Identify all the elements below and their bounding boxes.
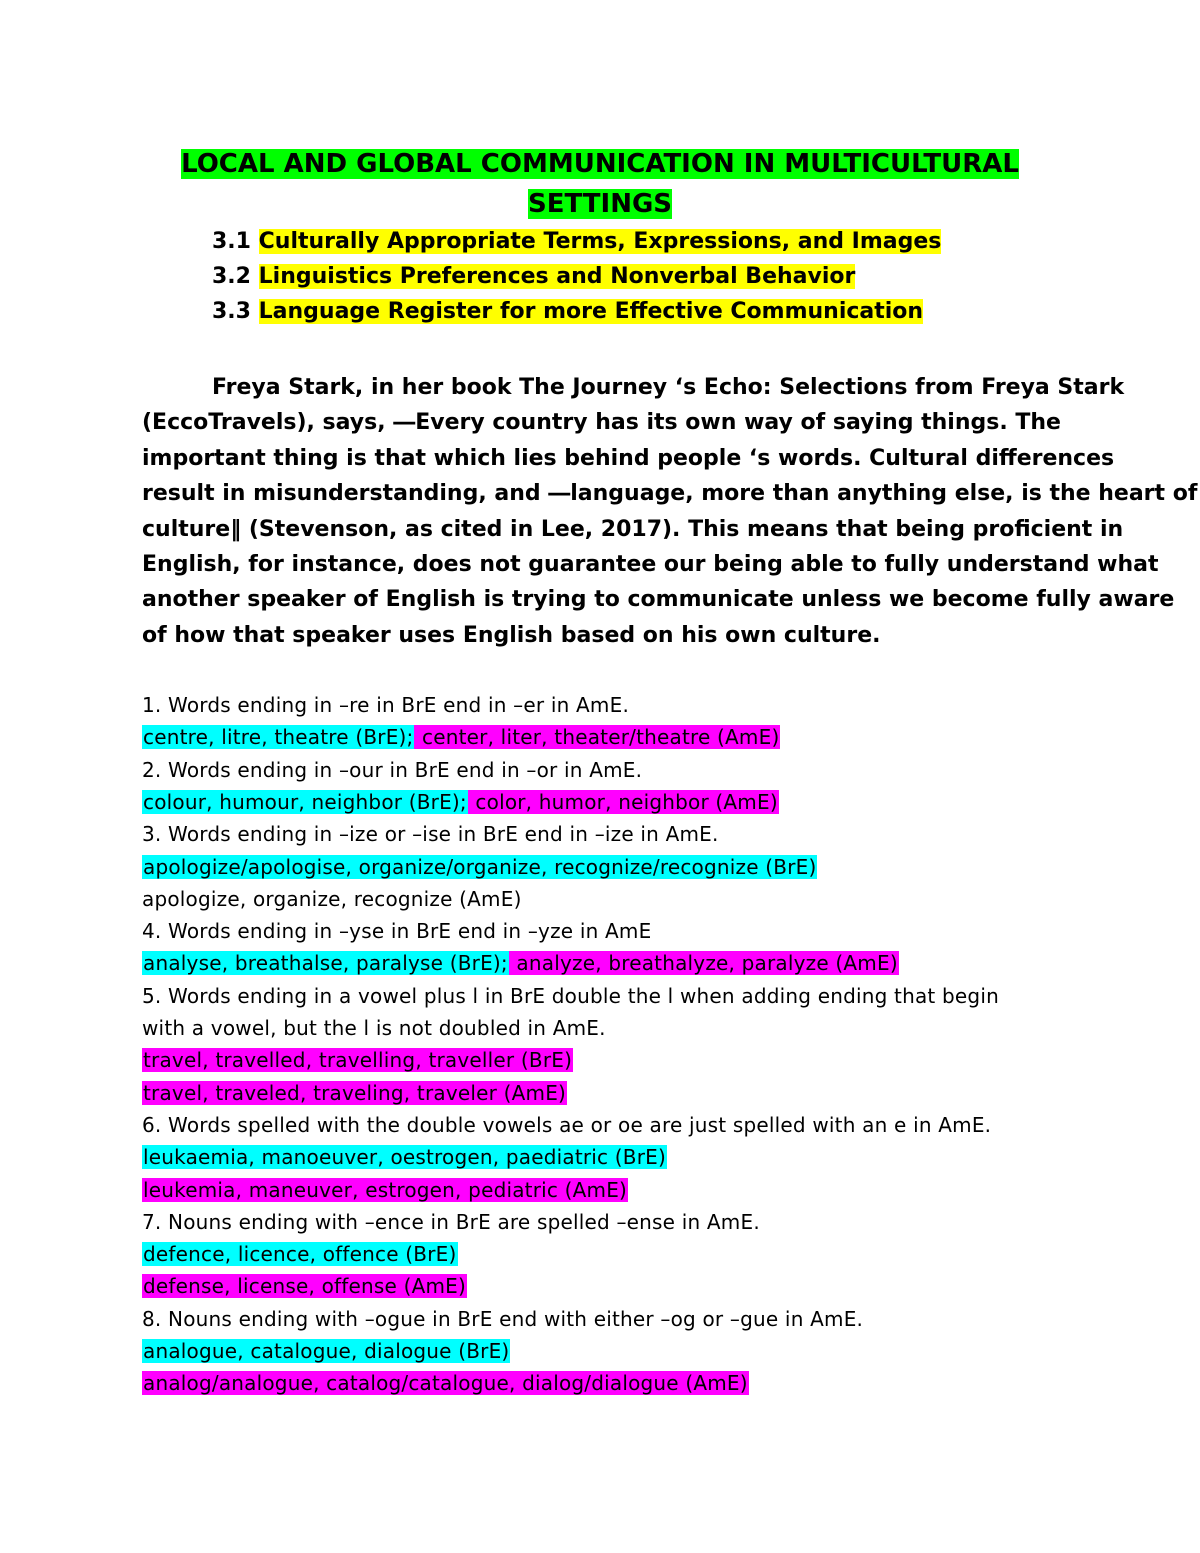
rule-7-heading: 7. Nouns ending with –ence in BrE are spelled –ense in AmE.: [142, 1209, 760, 1234]
rule-5-ame: [142, 1077, 567, 1109]
bre-example: analyse, breathalse, paralyse (BrE);: [143, 951, 508, 976]
rule-6-bre: [142, 1141, 667, 1173]
title-line-1: [0, 146, 1200, 182]
bre-example: travel, travelled, travelling, traveller (BrE): [143, 1048, 573, 1073]
title-text-2: SETTINGS: [527, 189, 673, 219]
rule-5-heading-line-1: 5. Words ending in a vowel plus l in BrE double the l when adding ending that begin: [142, 983, 999, 1008]
rule-4-heading: 4. Words ending in –yse in BrE end in –yze in AmE: [142, 919, 652, 944]
rule-2-heading: 2. Words ending in –our in BrE end in –or in AmE.: [142, 757, 643, 782]
paragraph-line: Freya Stark, in her book The Journey ‘s Echo: Selections from Freya Stark: [212, 375, 1125, 400]
rule-1-heading: 1. Words ending in –re in BrE end in –er in AmE.: [142, 693, 630, 717]
paragraph-line: English, for instance, does not guarantee our being able to fully understand what: [142, 552, 1159, 578]
subtopic-3-1: [212, 226, 941, 258]
paragraph-line: (EccoTravels), says, ―Every country has its own way of saying things. The: [142, 410, 1061, 436]
rule-4-examples: [142, 947, 899, 979]
bre-example: apologize/apologise, organize/organize, recognize/recognize (BrE): [143, 854, 817, 879]
rule-8-heading: 8. Nouns ending with –ogue in BrE end with either –og or –gue in AmE.: [142, 1306, 864, 1331]
rule-5-bre: [142, 1044, 573, 1076]
paragraph-line: another speaker of English is trying to communicate unless we become fully aware: [142, 587, 1175, 613]
rule-3-ame: apologize, organize, recognize (AmE): [142, 886, 522, 911]
ame-example: color, humor, neighbor (AmE): [468, 789, 778, 814]
ame-example: analog/analogue, catalog/catalogue, dialog/dialogue (AmE): [143, 1371, 748, 1396]
bre-example: colour, humour, neighbor (BrE);: [143, 789, 467, 814]
rule-6-ame: [142, 1174, 628, 1206]
paragraph-line: result in misunderstanding, and ―language, more than anything else, is the heart of: [142, 481, 1198, 507]
rule-3-heading: 3. Words ending in –ize or –ise in BrE end in –ize in AmE.: [142, 822, 719, 847]
subtopic-3-3: [212, 296, 923, 328]
subtopic-number: 3.3: [212, 299, 259, 324]
ame-example: center, liter, theater/theatre (AmE): [415, 725, 780, 750]
paragraph-line: culture‖ (Stevenson, as cited in Lee, 2017). This means that being proficient in: [142, 516, 1124, 542]
rule-2-examples: [142, 786, 779, 818]
ame-example: leukemia, maneuver, estrogen, pediatric (AmE): [143, 1177, 628, 1202]
ame-example: analyze, breathalyze, paralyze (AmE): [509, 951, 898, 976]
rule-7-ame: [142, 1270, 467, 1302]
bre-example: analogue, catalogue, dialogue (BrE): [143, 1339, 510, 1363]
subtopic-text: Culturally Appropriate Terms, Expressions, and Images: [258, 229, 942, 254]
rule-6-heading: 6. Words spelled with the double vowels ae or oe are just spelled with an e in AmE.: [142, 1112, 992, 1137]
subtopic-number: 3.1: [212, 229, 259, 254]
rule-8-ame: [142, 1367, 749, 1399]
bre-example: centre, litre, theatre (BrE);: [143, 725, 414, 750]
bre-example: defence, licence, offence (BrE): [143, 1242, 457, 1267]
rule-7-bre: [142, 1238, 458, 1270]
rule-1-examples: [142, 721, 780, 753]
paragraph-line: of how that speaker uses English based on his own culture.: [142, 622, 881, 648]
paragraph-line: important thing is that which lies behind people ‘s words. Cultural differences: [142, 445, 1115, 471]
subtopic-text: Language Register for more Effective Communication: [258, 299, 924, 324]
rule-3-bre: [142, 851, 817, 883]
rule-5-heading-line-2: with a vowel, but the l is not doubled in AmE.: [142, 1016, 606, 1040]
subtopic-text: Linguistics Preferences and Nonverbal Behavior: [258, 264, 856, 289]
subtopic-3-2: [212, 261, 855, 293]
rule-8-bre: [142, 1335, 510, 1367]
bre-example: leukaemia, manoeuver, oestrogen, paediatric (BrE): [143, 1145, 666, 1170]
title-line-2: [0, 186, 1200, 222]
body-paragraph: [142, 370, 1198, 653]
subtopic-number: 3.2: [212, 264, 259, 289]
ame-example: travel, traveled, traveling, traveler (AmE): [143, 1080, 567, 1105]
ame-example: defense, license, offense (AmE): [143, 1274, 466, 1299]
title-text-1: LOCAL AND GLOBAL COMMUNICATION IN MULTICULTURAL: [181, 149, 1019, 179]
